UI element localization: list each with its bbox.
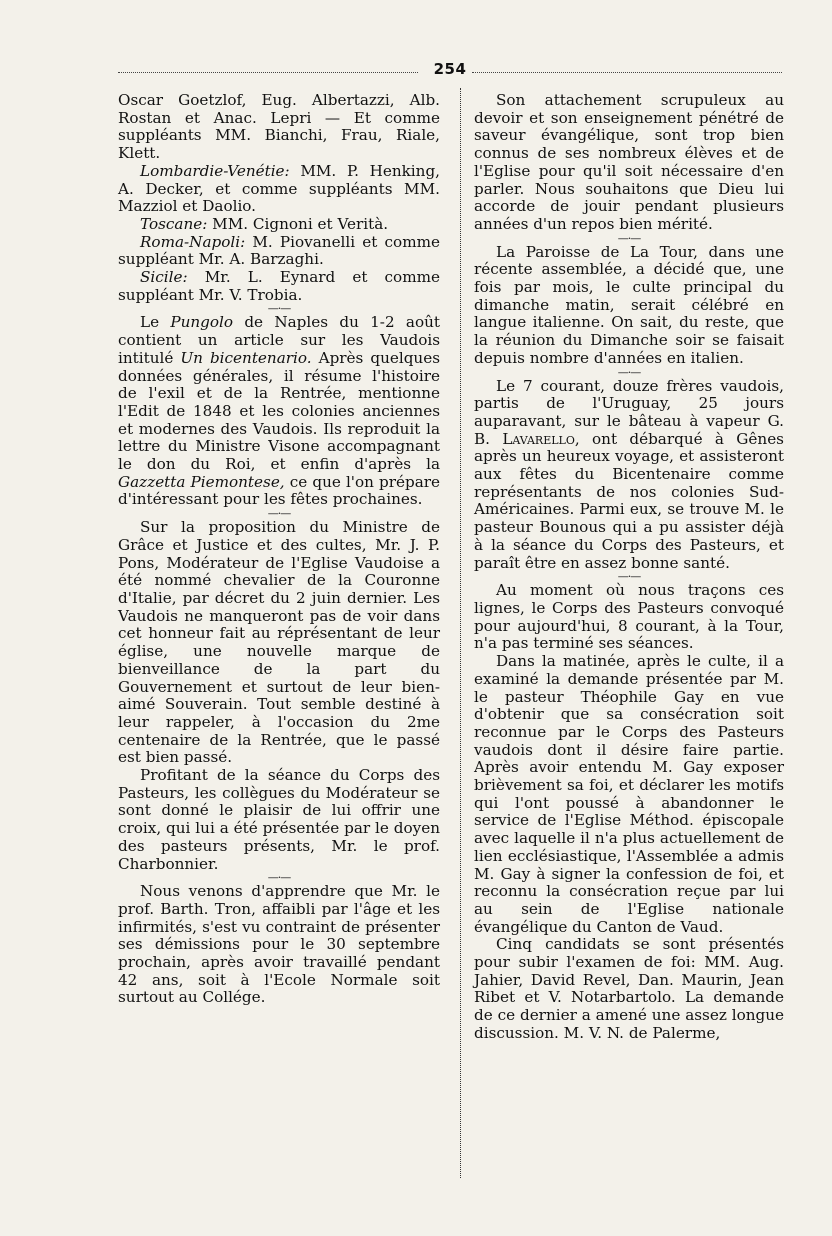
paragraph-text: M. Piovanelli et comme suppléant Mr. A. Barzaghi. <box>118 232 440 269</box>
article-title: Un bicentenario. <box>180 348 312 367</box>
paragraph: Sur la proposition du Ministre de Grâce et Justice et des cultes, Mr. J. P. Pons, Modérateur de l'Eglise Vaudoise a été nommé chevalier de la Couronne d'Italie, par décret du 2 juin dernier. Les Vaudois ne manqueront pas de voir dans cet honneur fait au réprésentant de leur église, une nouvelle marque de bienveillance de la part du Gouvernement et surtout de leur bien-aimé Souverain. Tout semble destiné à leur rappeler, à l'occasion du 2me centenaire de la Rentrée, que le passé est bien passé. <box>118 518 440 767</box>
text: Le <box>140 313 171 332</box>
region-label: Toscane: <box>140 214 208 233</box>
right-column <box>474 92 784 1043</box>
paragraph: Oscar Goetzlof, Eug. Albertazzi, Alb. Rostan et Anac. Lepri — Et comme suppléants MM. Bianchi, Frau, Riale, Klett. <box>118 91 440 163</box>
separator: —·— <box>267 302 291 316</box>
paragraph <box>118 216 440 234</box>
paragraph: Dans la matinée, après le culte, il a examiné la demande présentée par M. le pasteur Théophile Gay en vue d'obtenir que sa consécration soit reconnue par le Corps des Pasteurs vaudois dont il désire faire partie. Après avoir entendu M. Gay exposer brièvement sa foi, et déclarer les motifs qui l'ont poussé à abandonner le service de l'Eglise Méthod. épiscopale avec laquelle il n'a plus actuellement de lien ecclésiastique, l'Assemblée a admis M. Gay à signer la confession de foi, et reconnu la consécration reçue par lui au sein de l'Eglise nationale évangélique du Canton de Vaud. <box>474 652 784 936</box>
separator: —·— <box>617 365 641 379</box>
paragraph <box>474 378 784 573</box>
paragraph: Son attachement scrupuleux au devoir et son enseignement pénétré de saveur évangélique, sont trop bien connus de ses nombreux élèves et de l'Eglise pour qu'il soit nécessaire d'en parler. Nous souhaitons que Dieu lui accorde de jouir pendant plusieurs années d'un repos bien mérité. <box>474 91 784 233</box>
region-label: Roma-Napoli: <box>140 232 246 251</box>
ship-name: Lavarello, <box>502 429 580 448</box>
newspaper-title: Pungolo <box>170 313 234 332</box>
page-header <box>118 60 782 82</box>
paragraph: Profitant de la séance du Corps des Pasteurs, les collègues du Modérateur se sont donné le plaisir de lui offrir une croix, qui lui a été présentée par le doyen des pasteurs présents, Mr. le prof. Charbonnier. <box>118 766 440 873</box>
paragraph <box>118 269 440 304</box>
paragraph: La Paroisse de La Tour, dans une récente assemblée, a décidé que, une fois par mois, le culte principal du dimanche matin, serait célébré en langue italienne. On sait, du reste, que la réunion du Dimanche soir se faisait depuis nombre d'années en italien. <box>474 242 784 367</box>
paragraph: Nous venons d'apprendre que Mr. le prof. Barth. Tron, affaibli par l'âge et les infirmités, s'est vu contraint de présenter ses démissions pour le 30 septembre prochain, après avoir travaillé pendant 42 ans, soit à l'Ecole Normale soit surtout au Collége. <box>118 882 440 1007</box>
header-rule-right <box>472 72 782 73</box>
paragraph <box>118 163 440 216</box>
paragraph-text: MM. Cignoni et Verità. <box>207 214 389 233</box>
text: ce que l'on prépare d'intéressant pour les fêtes prochaines. <box>118 472 441 509</box>
newspaper-title: Gazzetta Piemontese, <box>118 472 285 491</box>
paragraph <box>118 314 440 509</box>
region-label: Sicile: <box>140 268 188 287</box>
paragraph-text: Mr. L. Eynard et comme suppléant Mr. V. Trobia. <box>118 268 440 304</box>
text: Après quelques données générales, il résume l'histoire de l'exil et de la Rentrée, mentionne l'Edit de 1848 et les colonies anciennes et modernes des Vaudois. Ils reproduit la lettre du Ministre Visone accompagnant le don du Roi, et enfin d'après la <box>118 348 440 474</box>
paragraph-text: MM. P. Henking, A. Decker, et comme suppléants MM. Mazziol et Daolio. <box>118 161 440 216</box>
text: Le 7 courant, douze frères vaudois, partis de l'Uruguay, 25 jours auparavant, sur le bâteau à vapeur G. B. <box>474 376 784 448</box>
paragraph: Au moment où nous traçons ces lignes, le Corps des Pasteurs convoqué pour aujourd'hui, 8 courant, à la Tour, n'a pas terminé ses séances. <box>474 581 784 653</box>
paragraph: Cinq candidats se sont présentés pour subir l'examen de foi: MM. Aug. Jahier, David Revel, Dan. Maurin, Jean Ribet et V. Notarbartolo. La demande de ce dernier a amené une assez longue discussion. M. V. N. de Palerme, <box>474 935 784 1042</box>
paragraph <box>118 234 440 269</box>
separator: —·— <box>617 570 641 584</box>
separator: —·— <box>617 231 641 245</box>
left-column <box>118 92 440 1007</box>
region-label: Lombardie-Venétie: <box>140 161 290 180</box>
column-divider <box>460 88 461 1178</box>
separator: —·— <box>267 871 291 885</box>
text: ont débarqué à Gênes après un heureux voyage, et assisteront aux fêtes du Bicentenaire comme représentants de nos colonies Sud-Américaines. Parmi eux, se trouve M. le pasteur Bounous qui a pu assister déjà à la séance du Corps des Pasteurs, et paraît être en assez bonne santé. <box>474 429 784 572</box>
page-number: 254 <box>433 60 467 78</box>
text: de Naples du 1-2 août contient un article sur les Vaudois intitulé <box>118 313 440 367</box>
separator: —·— <box>267 507 291 521</box>
